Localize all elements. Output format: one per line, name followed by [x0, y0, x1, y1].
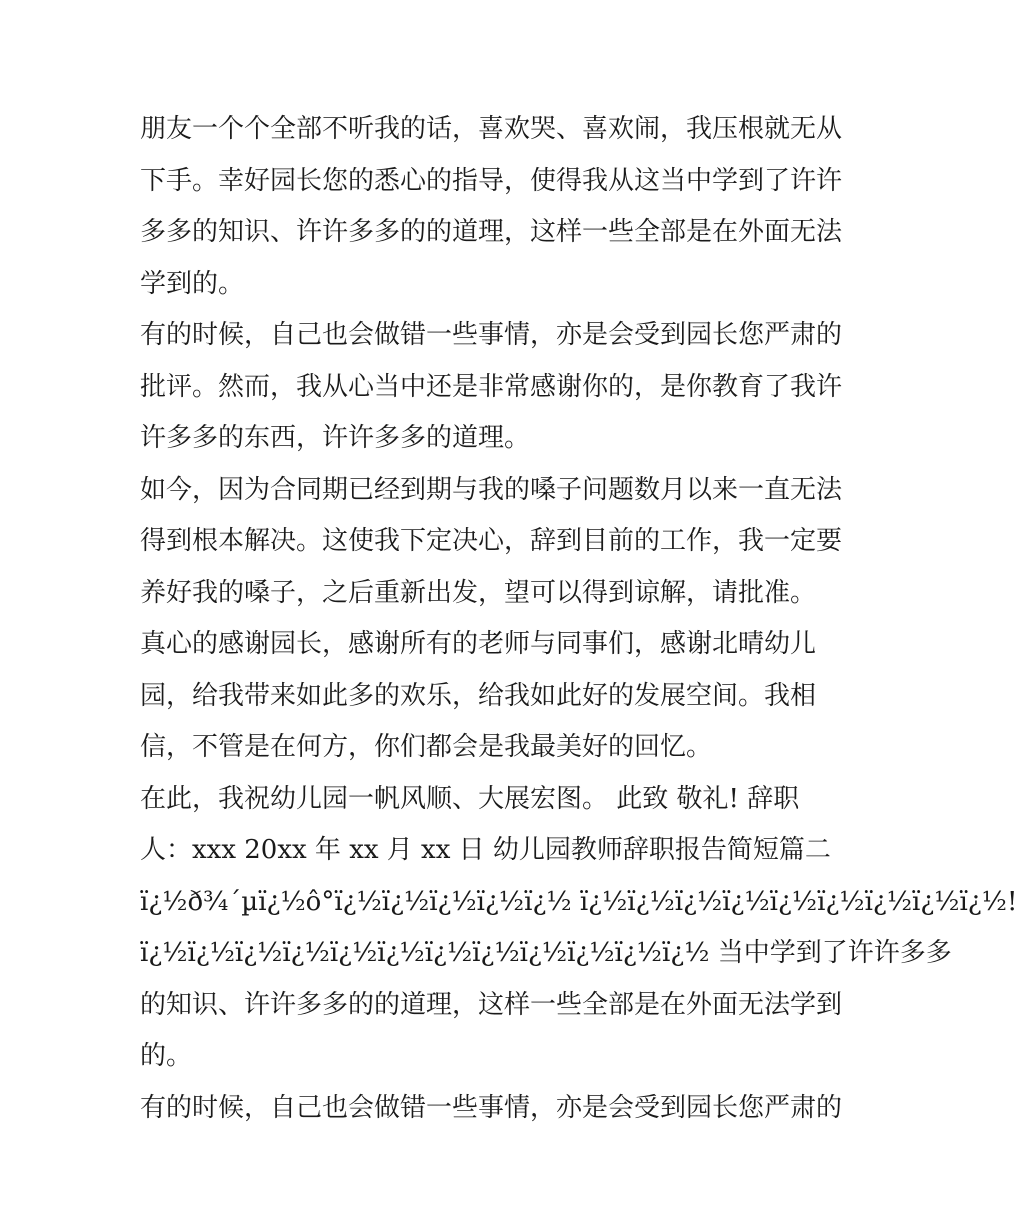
- text-line: 有的时候，自己也会做错一些事情，亦是会受到园长您严肃的: [140, 1092, 843, 1123]
- text-line: 真心的感谢园长，感谢所有的老师与同事们，感谢北晴幼儿: [140, 629, 817, 659]
- text-line: 园，给我带来如此多的欢乐，给我如此好的发展空间。我相: [140, 680, 817, 711]
- text-line: 的。: [140, 1041, 193, 1071]
- text-line: ï¿½ð¾´µï¿½ô°ï¿½ï¿½ï¿½ï¿½ï¿½ ï¿½ï¿½ï¿½ï¿½ï¿½ï¿½ï¿½ï¿½ï¿½!: [140, 886, 1017, 917]
- text-line: 的知识、许许多多的的道理，这样一些全部是在外面无法学到: [140, 989, 843, 1020]
- text-line: 信，不管是在何方，你们都会是我最美好的回忆。: [140, 732, 713, 762]
- text-line: 有的时候，自己也会做错一些事情，亦是会受到园长您严肃的: [140, 320, 843, 350]
- text-line: 学到的。: [140, 268, 245, 299]
- text-line: 许多多的东西，许许多多的道理。: [140, 423, 531, 453]
- text-line: 得到根本解决。这使我下定决心，辞到目前的工作，我一定要: [140, 526, 843, 556]
- text-line: 养好我的嗓子，之后重新出发，望可以得到谅解，请批准。: [140, 577, 817, 608]
- text-line: 人：xxx 20xx 年 xx 月 xx 日 幼儿园教师辞职报告简短篇二: [140, 835, 831, 865]
- body-text: [140, 104, 1017, 1134]
- text-line: 批评。然而，我从心当中还是非常感谢你的，是你教育了我许: [140, 371, 843, 402]
- text-line: 在此，我祝幼儿园一帆风顺、大展宏图。 此致 敬礼! 辞职: [140, 783, 800, 814]
- text-line: ï¿½ï¿½ï¿½ï¿½ï¿½ï¿½ï¿½ï¿½ï¿½ï¿½ï¿½ï¿½ 当中学到了许许多多: [140, 938, 952, 968]
- text-line: 多多的知识、许许多多的的道理，这样一些全部是在外面无法: [140, 217, 843, 247]
- text-line: 如今，因为合同期已经到期与我的嗓子问题数月以来一直无法: [140, 474, 843, 505]
- text-line: 朋友一个个全部不听我的话，喜欢哭、喜欢闹，我压根就无从: [140, 114, 843, 144]
- text-line: 下手。幸好园长您的悉心的指导，使得我从这当中学到了许许: [140, 165, 843, 196]
